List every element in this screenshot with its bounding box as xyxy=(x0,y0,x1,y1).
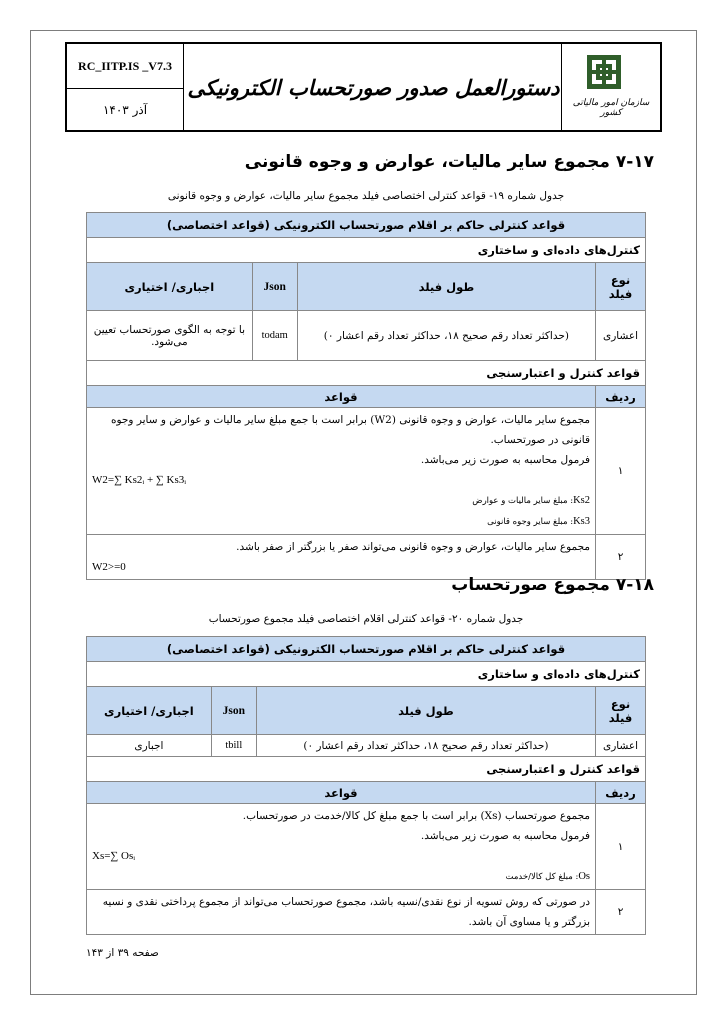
rule-legend xyxy=(92,490,590,511)
rule-text: مجموع سایر مالیات، عوارض و وجوه قانونی می‌تواند صفر یا بزرگتر از صفر باشد. xyxy=(236,541,591,553)
structure-title: کنترل‌های داده‌ای و ساختاری xyxy=(87,662,646,687)
rule-text: مجموع صورتحساب (Xs) برابر است با جمع مبلغ کل کالا/خدمت در صورتحساب. xyxy=(242,810,591,822)
rule-number: ۲ xyxy=(596,890,646,935)
field-length-value: (حداکثر تعداد رقم صحیح ۱۸، حداکثر تعداد رقم اعشار ۰) xyxy=(297,311,595,361)
col-row-number: ردیف xyxy=(596,782,646,804)
validation-title: قواعد کنترل و اعتبارسنجی xyxy=(87,757,646,782)
field-type-value: اعشاری xyxy=(596,311,646,361)
doc-code: RC_IITP.IS _V7.3 xyxy=(67,44,183,89)
rules-table-19 xyxy=(86,212,646,580)
rules-table-20 xyxy=(86,636,646,935)
col-field-type: نوع فیلد xyxy=(596,263,646,311)
table-band-title: قواعد کنترلی حاکم بر اقلام صورتحساب الکترونیکی (قواعد اختصاصی) xyxy=(87,213,646,238)
rule-text: در صورتی که روش تسویه از نوع نقدی/نسیه باشد، مجموع صورتحساب می‌تواند از مجموع پرداختی نقدی و نسیه بزرگتر و یا مساوی آن باشد. xyxy=(102,896,591,928)
doc-date: آذر ۱۴۰۳ xyxy=(102,102,148,117)
section-heading-18: ۷-۱۸ مجموع صورتحساب xyxy=(451,575,654,595)
col-rules: قواعد xyxy=(87,386,596,408)
required-value: اجباری xyxy=(87,735,212,757)
structure-title: کنترل‌های داده‌ای و ساختاری xyxy=(87,238,646,263)
required-value: با توجه به الگوی صورتحساب تعیین می‌شود. xyxy=(87,311,253,361)
rule-number: ۱ xyxy=(596,408,646,535)
rule-legend xyxy=(92,866,590,887)
field-type-value: اعشاری xyxy=(596,735,646,757)
document-header xyxy=(65,42,662,132)
table-band-title: قواعد کنترلی حاکم بر اقلام صورتحساب الکترونیکی (قواعد اختصاصی) xyxy=(87,637,646,662)
col-json: Json xyxy=(252,263,297,311)
legend-key: Ks3 xyxy=(573,516,591,527)
table-caption-19: جدول شماره ۱۹- قواعد کنترلی اختصاصی فیلد مجموع سایر مالیات، عوارض و وجوه قانونی xyxy=(167,190,565,202)
json-key-value: tbill xyxy=(211,735,256,757)
field-length-value: (حداکثر تعداد رقم صحیح ۱۸، حداکثر تعداد رقم اعشار ۰) xyxy=(256,735,595,757)
rule-text-formula-intro: فرمول محاسبه به صورت زیر می‌باشد. xyxy=(420,830,591,842)
rule-body xyxy=(87,890,596,935)
page-number: صفحه ۳۹ از ۱۴۳ xyxy=(86,947,159,959)
legend-value: : مبلغ سایر وجوه قانونی xyxy=(487,517,574,527)
col-row-number: ردیف xyxy=(596,386,646,408)
legend-key: Ks2 xyxy=(573,495,591,506)
org-logo xyxy=(561,44,660,130)
rule-body xyxy=(87,408,596,535)
rule-legend xyxy=(92,511,590,532)
validation-title: قواعد کنترل و اعتبارسنجی xyxy=(87,361,646,386)
col-required: اجباری/ اختیاری xyxy=(87,687,212,735)
doc-title: دستورالعمل صدور صورتحساب الکترونیکی xyxy=(187,74,560,100)
col-field-type: نوع فیلد xyxy=(596,687,646,735)
legend-key: Os xyxy=(578,871,591,882)
col-rules: قواعد xyxy=(87,782,596,804)
col-json: Json xyxy=(211,687,256,735)
rule-formula: W2>=0 xyxy=(92,561,126,573)
tax-org-logo-icon xyxy=(586,54,622,92)
section-heading-17: ۷-۱۷ مجموع سایر مالیات، عوارض و وجوه قانونی xyxy=(244,152,654,172)
rule-number: ۱ xyxy=(596,804,646,890)
json-key-value: todam xyxy=(252,311,297,361)
rule-text: مجموع سایر مالیات، عوارض و وجوه قانونی (W2) برابر است با جمع مبلغ سایر مالیات و عوارض و سایر وجوه قانونی در صورتحساب. xyxy=(111,414,591,446)
org-name: سازمان امور مالیاتی کشور xyxy=(572,98,650,118)
rule-text-formula-intro: فرمول محاسبه به صورت زیر می‌باشد. xyxy=(420,454,591,466)
rule-number: ۲ xyxy=(596,535,646,580)
rule-formula: Xs=∑ Osᵢ xyxy=(92,850,136,862)
table-caption-20: جدول شماره ۲۰- قواعد کنترلی اقلام اختصاصی فیلد مجموع صورتحساب xyxy=(208,613,524,625)
header-meta xyxy=(67,44,184,130)
rule-body xyxy=(87,535,596,580)
col-field-length: طول فیلد xyxy=(256,687,595,735)
col-required: اجباری/ اختیاری xyxy=(87,263,253,311)
legend-value: : مبلغ سایر مالیات و عوارض xyxy=(472,496,574,506)
legend-value: : مبلغ کل کالا/خدمت xyxy=(505,872,579,882)
rule-formula: W2=∑ Ks2ᵢ + ∑ Ks3ᵢ xyxy=(92,474,187,486)
col-field-length: طول فیلد xyxy=(297,263,595,311)
rule-body xyxy=(87,804,596,890)
